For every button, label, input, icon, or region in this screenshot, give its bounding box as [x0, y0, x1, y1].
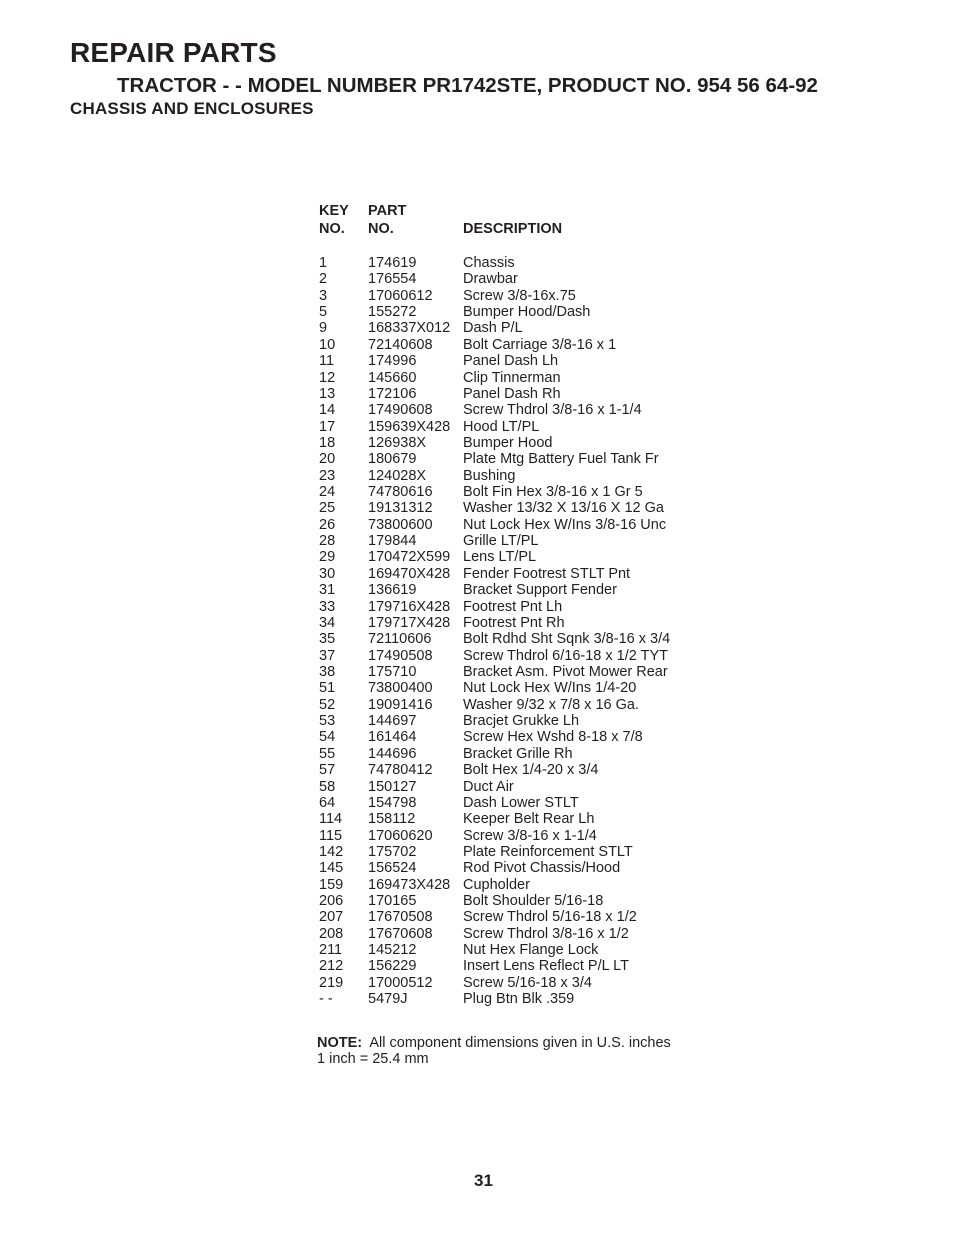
table-row — [319, 729, 719, 745]
part-cell: 74780616 — [368, 484, 433, 501]
key-cell: 17 — [319, 418, 336, 435]
description-cell: Rod Pivot Chassis/Hood — [463, 860, 621, 877]
table-row — [319, 844, 719, 860]
key-cell: - - — [319, 991, 333, 1008]
description-cell: Bolt Shoulder 5/16-18 — [463, 893, 604, 910]
part-cell: 169470X428 — [368, 565, 451, 582]
description-cell: Screw Thdrol 5/16-18 x 1/2 — [463, 909, 637, 926]
part-cell: 17060612 — [368, 287, 433, 304]
description-cell: Bracjet Grukke Lh — [463, 713, 580, 730]
part-cell: 72140608 — [368, 336, 433, 353]
key-cell: 9 — [319, 320, 328, 337]
description-cell: Duct Air — [463, 778, 514, 795]
key-cell: 37 — [319, 647, 336, 664]
table-row — [319, 909, 719, 925]
key-cell: 57 — [319, 762, 336, 779]
description-cell: Panel Dash Lh — [463, 353, 559, 370]
table-row — [319, 746, 719, 762]
table-row — [319, 582, 719, 598]
part-cell: 5479J — [368, 991, 408, 1008]
part-cell: 136619 — [368, 582, 417, 599]
key-cell: 159 — [319, 876, 344, 893]
key-cell: 207 — [319, 909, 344, 926]
description-cell: Bolt Rdhd Sht Sqnk 3/8-16 x 3/4 — [463, 631, 671, 648]
table-row — [319, 942, 719, 958]
description-cell: Footrest Pnt Lh — [463, 598, 563, 615]
table-row — [319, 484, 719, 500]
table-row — [319, 271, 719, 287]
description-cell: Nut Lock Hex W/Ins 3/8-16 Unc — [463, 516, 667, 533]
table-row — [319, 566, 719, 582]
table-row — [319, 631, 719, 647]
description-cell: Screw 3/8-16x.75 — [463, 287, 576, 304]
part-cell: 179717X428 — [368, 614, 451, 631]
table-row — [319, 386, 719, 402]
part-cell: 170472X599 — [368, 549, 451, 566]
part-cell: 154798 — [368, 794, 417, 811]
description-cell: Hood LT/PL — [463, 418, 540, 435]
key-cell: 34 — [319, 614, 336, 631]
part-cell: 17490608 — [368, 402, 433, 419]
note-label: NOTE: — [317, 1035, 363, 1051]
part-cell: 156524 — [368, 860, 417, 877]
part-cell: 180679 — [368, 451, 417, 468]
part-cell: 17060620 — [368, 827, 433, 844]
key-cell: 33 — [319, 598, 336, 615]
part-cell: 169473X428 — [368, 876, 451, 893]
table-row — [319, 517, 719, 533]
part-cell: 174996 — [368, 353, 417, 370]
part-cell: 155272 — [368, 304, 417, 321]
table-row — [319, 877, 719, 893]
table-row — [319, 860, 719, 876]
note-line — [317, 1035, 671, 1051]
description-cell: Plate Reinforcement STLT — [463, 843, 633, 860]
table-row — [319, 958, 719, 974]
key-cell: 23 — [319, 467, 336, 484]
section-title: CHASSIS AND ENCLOSURES — [70, 99, 314, 118]
key-cell: 26 — [319, 516, 336, 533]
key-cell: 13 — [319, 385, 336, 402]
part-cell: 17670608 — [368, 925, 433, 942]
key-cell: 38 — [319, 663, 336, 680]
table-row — [319, 549, 719, 565]
description-cell: Bracket Grille Rh — [463, 745, 573, 762]
part-cell: 158112 — [368, 811, 416, 828]
description-cell: Clip Tinnerman — [463, 369, 561, 386]
table-row — [319, 402, 719, 418]
description-cell: Washer 13/32 X 13/16 X 12 Ga — [463, 500, 664, 517]
part-cell: 156229 — [368, 958, 417, 975]
key-no-header: NO. — [319, 221, 345, 237]
description-cell: Panel Dash Rh — [463, 385, 561, 402]
part-cell: 170165 — [368, 893, 417, 910]
description-cell: Screw 5/16-18 x 3/4 — [463, 974, 592, 991]
description-cell: Lens LT/PL — [463, 549, 537, 566]
part-cell: 161464 — [368, 729, 417, 746]
key-cell: 5 — [319, 304, 328, 321]
key-cell: 14 — [319, 402, 336, 419]
key-cell: 211 — [319, 942, 343, 959]
description-cell: Screw Hex Wshd 8-18 x 7/8 — [463, 729, 643, 746]
key-cell: 20 — [319, 451, 336, 468]
key-cell: 31 — [319, 582, 336, 599]
key-cell: 30 — [319, 565, 336, 582]
description-cell: Plate Mtg Battery Fuel Tank Fr — [463, 451, 659, 468]
key-cell: 2 — [319, 271, 328, 288]
part-cell: 126938X — [368, 434, 427, 451]
description-cell: Bracket Support Fender — [463, 582, 617, 599]
table-row — [319, 697, 719, 713]
part-cell: 74780412 — [368, 762, 433, 779]
table-row — [319, 926, 719, 942]
description-cell: Keeper Belt Rear Lh — [463, 811, 595, 828]
description-cell: Bolt Carriage 3/8-16 x 1 — [463, 336, 617, 353]
parts-rows — [319, 255, 719, 1008]
part-cell: 17670508 — [368, 909, 433, 926]
part-cell: 19131312 — [368, 500, 433, 517]
key-cell: 52 — [319, 696, 336, 713]
page-number: 31 — [474, 1171, 493, 1190]
part-no-header: NO. — [368, 221, 394, 237]
key-cell: 206 — [319, 893, 344, 910]
key-cell: 11 — [319, 353, 335, 370]
table-row — [319, 975, 719, 991]
table-row — [319, 779, 719, 795]
table-row — [319, 664, 719, 680]
description-cell: Bumper Hood — [463, 434, 553, 451]
description-cell: Fender Footrest STLT Pnt — [463, 565, 631, 582]
description-cell: Washer 9/32 x 7/8 x 16 Ga. — [463, 696, 639, 713]
description-cell: Dash P/L — [463, 320, 523, 337]
description-cell: Bolt Fin Hex 3/8-16 x 1 Gr 5 — [463, 484, 643, 501]
part-cell: 124028X — [368, 467, 427, 484]
key-cell: 53 — [319, 713, 336, 730]
part-cell: 145660 — [368, 369, 417, 386]
table-row — [319, 991, 719, 1007]
description-cell: Drawbar — [463, 271, 518, 288]
description-header: DESCRIPTION — [463, 221, 563, 237]
key-cell: 212 — [319, 958, 344, 975]
table-row — [319, 533, 719, 549]
description-cell: Grille LT/PL — [463, 533, 539, 550]
key-cell: 114 — [319, 811, 343, 828]
table-row — [319, 288, 719, 304]
table-row — [319, 893, 719, 909]
part-cell: 175702 — [368, 843, 417, 860]
key-cell: 219 — [319, 974, 344, 991]
key-cell: 1 — [319, 255, 328, 271]
table-row — [319, 370, 719, 386]
part-cell: 168337X012 — [368, 320, 451, 337]
part-cell: 73800600 — [368, 516, 433, 533]
table-row — [319, 599, 719, 615]
key-cell: 54 — [319, 729, 336, 746]
key-cell: 115 — [319, 827, 343, 844]
table-row — [319, 255, 719, 271]
part-cell: 144697 — [368, 713, 417, 730]
description-cell: Insert Lens Reflect P/L LT — [463, 958, 630, 975]
part-cell: 144696 — [368, 745, 417, 762]
table-row — [319, 337, 719, 353]
part-cell: 145212 — [368, 942, 417, 959]
table-row — [319, 762, 719, 778]
part-cell: 172106 — [368, 385, 417, 402]
key-cell: 18 — [319, 434, 336, 451]
key-cell: 12 — [319, 369, 336, 386]
key-cell: 208 — [319, 925, 344, 942]
key-column-header: KEY — [319, 203, 349, 219]
table-row — [319, 320, 719, 336]
description-cell: Bushing — [463, 467, 516, 484]
key-cell: 3 — [319, 287, 328, 304]
part-cell: 179716X428 — [368, 598, 451, 615]
description-cell: Screw Thdrol 6/16-18 x 1/2 TYT — [463, 647, 668, 664]
model-subtitle: TRACTOR - - MODEL NUMBER PR1742STE, PRODUCT NO. 954 56 64-92 — [117, 74, 818, 97]
part-cell: 159639X428 — [368, 418, 451, 435]
description-cell: Screw Thdrol 3/8-16 x 1/2 — [463, 925, 629, 942]
table-row — [319, 435, 719, 451]
table-row — [319, 500, 719, 516]
table-row — [319, 811, 719, 827]
key-cell: 29 — [319, 549, 336, 566]
part-column-header: PART — [368, 203, 407, 219]
key-cell: 51 — [319, 680, 336, 697]
description-cell: Bumper Hood/Dash — [463, 304, 591, 321]
table-row — [319, 680, 719, 696]
description-cell: Bracket Asm. Pivot Mower Rear — [463, 663, 668, 680]
part-cell: 17490508 — [368, 647, 433, 664]
description-cell: Nut Lock Hex W/Ins 1/4-20 — [463, 680, 637, 697]
table-row — [319, 451, 719, 467]
part-cell: 72110606 — [368, 631, 432, 648]
table-row — [319, 615, 719, 631]
key-cell: 64 — [319, 794, 336, 811]
part-cell: 179844 — [368, 533, 417, 550]
description-cell: Screw 3/8-16 x 1-1/4 — [463, 827, 597, 844]
key-cell: 58 — [319, 778, 336, 795]
key-cell: 25 — [319, 500, 336, 517]
description-cell: Dash Lower STLT — [463, 794, 579, 811]
note-text: All component dimensions given in U.S. inches — [369, 1035, 671, 1051]
part-cell: 17000512 — [368, 974, 433, 991]
part-cell: 175710 — [368, 663, 417, 680]
key-cell: 24 — [319, 484, 336, 501]
table-row — [319, 468, 719, 484]
key-cell: 28 — [319, 533, 336, 550]
key-cell: 142 — [319, 843, 344, 860]
table-row — [319, 795, 719, 811]
table-row — [319, 419, 719, 435]
description-cell: Footrest Pnt Rh — [463, 614, 565, 631]
note — [317, 1035, 671, 1067]
part-cell: 150127 — [368, 778, 417, 795]
key-cell: 55 — [319, 745, 336, 762]
description-cell: Cupholder — [463, 876, 530, 893]
key-cell: 35 — [319, 631, 336, 648]
part-cell: 174619 — [368, 255, 417, 271]
key-cell: 145 — [319, 860, 344, 877]
table-row — [319, 713, 719, 729]
part-cell: 176554 — [368, 271, 417, 288]
key-cell: 10 — [319, 336, 336, 353]
description-cell: Nut Hex Flange Lock — [463, 942, 599, 959]
table-row — [319, 828, 719, 844]
part-cell: 19091416 — [368, 696, 433, 713]
note-conversion: 1 inch = 25.4 mm — [317, 1051, 429, 1067]
description-cell: Bolt Hex 1/4-20 x 3/4 — [463, 762, 599, 779]
page-title: REPAIR PARTS — [70, 37, 277, 68]
description-cell: Plug Btn Blk .359 — [463, 991, 575, 1008]
table-row — [319, 353, 719, 369]
part-cell: 73800400 — [368, 680, 433, 697]
table-row — [319, 648, 719, 664]
description-cell: Screw Thdrol 3/8-16 x 1-1/4 — [463, 402, 642, 419]
table-row — [319, 304, 719, 320]
description-cell: Chassis — [463, 255, 515, 271]
